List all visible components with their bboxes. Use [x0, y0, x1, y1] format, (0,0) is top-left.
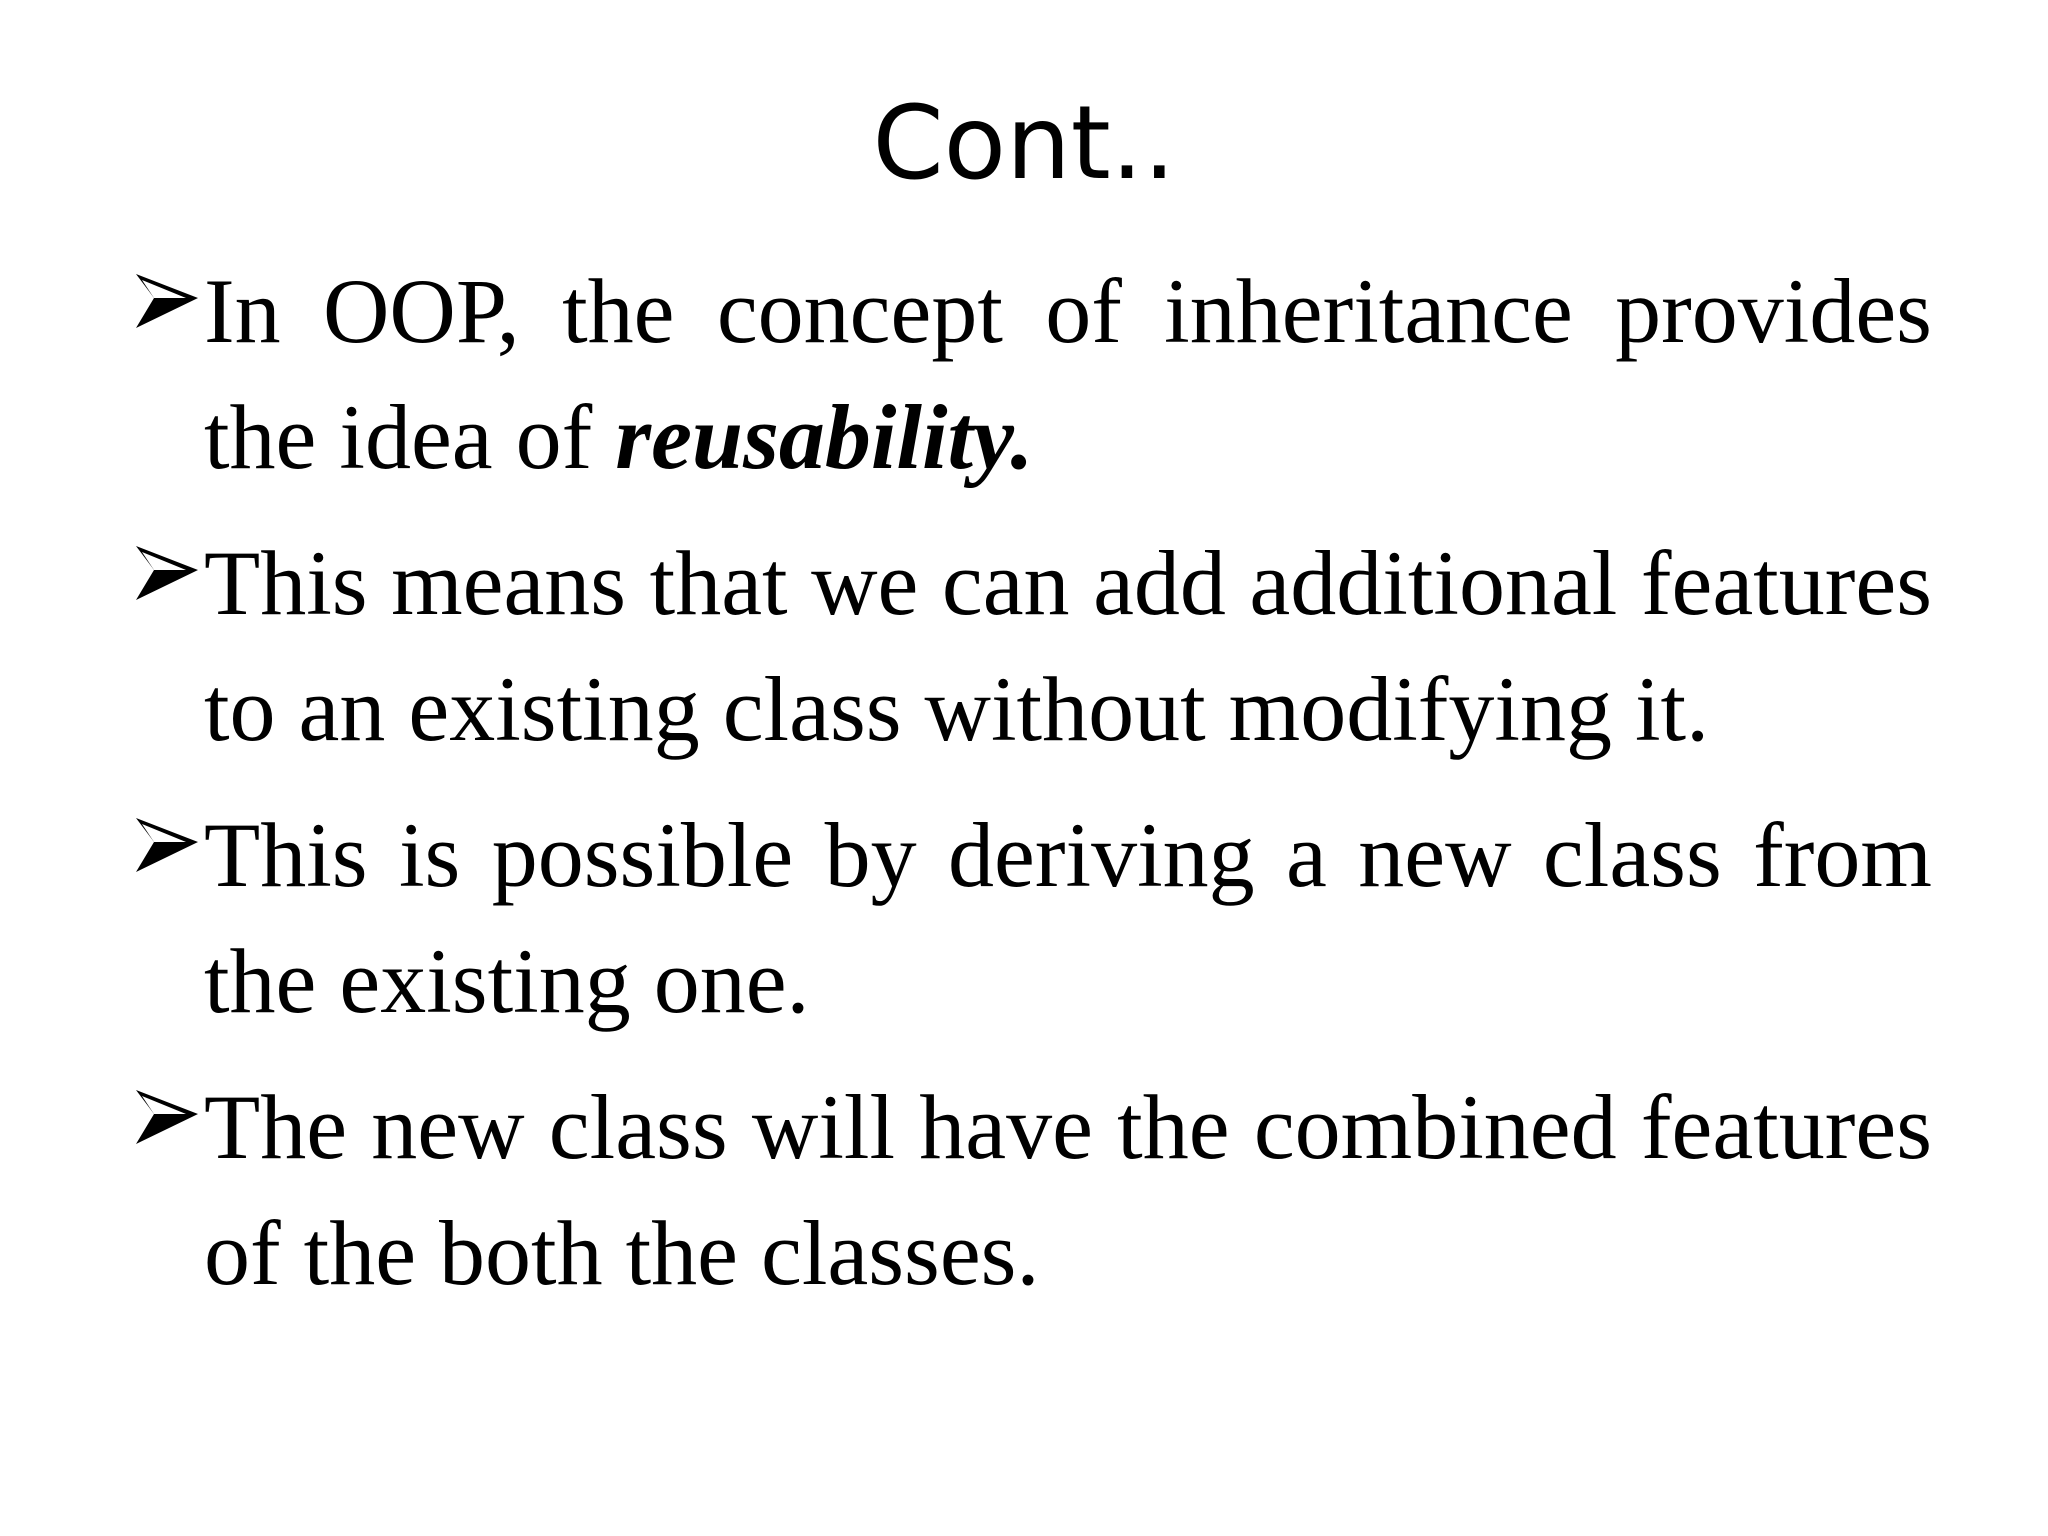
bullet-text: This means that we can add additional features to an existing class without modifying it.: [204, 532, 1932, 760]
bullet-item-combined-features: [132, 1064, 1932, 1316]
bullet-item-reusability: [132, 248, 1932, 500]
bullet-emphasis: reusability.: [615, 386, 1034, 488]
bullet-text: The new class will have the combined features of the both the classes.: [204, 1076, 1932, 1304]
arrowhead-bullet-icon: [132, 814, 202, 884]
bullet-text: This is possible by deriving a new class from the existing one.: [204, 804, 1932, 1032]
bullet-item-deriving-class: [132, 792, 1932, 1044]
bullet-item-additional-features: [132, 520, 1932, 772]
bullet-list: [132, 248, 1932, 1336]
arrowhead-bullet-icon: [132, 542, 202, 612]
slide-title: Cont..: [872, 84, 1176, 203]
arrowhead-bullet-icon: [132, 1086, 202, 1156]
bullet-text: In OOP, the concept of inheritance provides the idea of: [204, 260, 1932, 488]
arrowhead-bullet-icon: [132, 270, 202, 340]
